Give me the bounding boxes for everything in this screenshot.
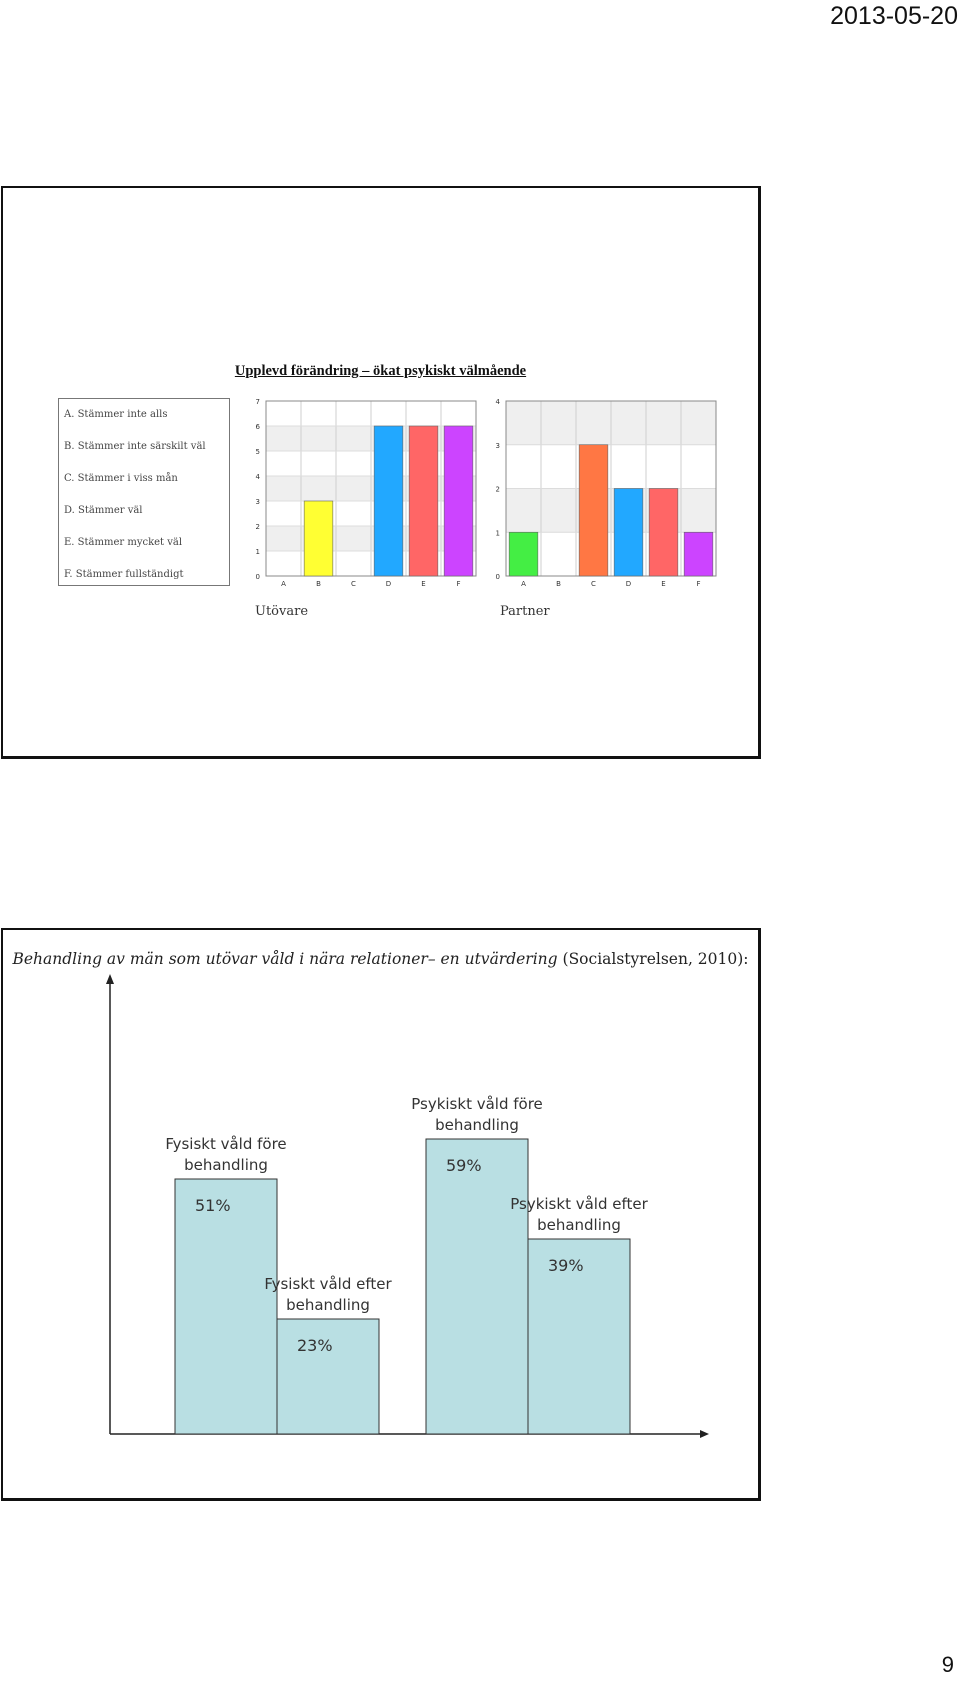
legend-item-b: B. Stämmer inte särskilt väl [64,441,206,452]
x-tick-label: A [521,580,526,588]
x-tick-label: E [661,580,666,588]
bar-a [509,532,538,576]
report-title: Behandling av män som utövar våld i nära relationer– en utvärdering [12,950,558,968]
bar-b [304,501,333,576]
chart-partner [483,393,723,593]
y-tick-label: 1 [495,529,500,538]
slide-2 [1,928,761,1501]
y-tick-label: 2 [255,523,260,531]
header-date: 2013-05-20 [830,2,958,30]
x-tick-label: E [421,580,426,588]
bar-e [409,426,438,576]
legend-item-a: A. Stämmer inte alls [64,409,168,420]
slide-1 [1,186,761,759]
category-label: Psykiskt våld före [411,1095,543,1113]
legend [58,398,230,586]
value-label: 59% [446,1156,482,1175]
x-tick-label: A [281,580,286,588]
bar-f [684,532,713,576]
y-tick-label: 0 [255,573,260,581]
y-tick-label: 3 [255,498,260,506]
y-axis-arrow [106,974,114,984]
category-label: behandling [537,1216,621,1234]
category-label: Fysiskt våld efter [264,1275,392,1293]
x-tick-label: C [591,580,596,588]
y-tick-label: 0 [495,573,500,581]
category-label: behandling [286,1296,370,1314]
bar-3 [426,1139,528,1434]
chart-partner-xlabel: Partner [500,604,550,619]
bar-f [444,426,473,576]
chart-vald [3,930,758,1495]
y-tick-label: 4 [255,473,260,481]
value-label: 51% [195,1196,231,1215]
x-tick-label: F [696,580,701,588]
category-label: behandling [435,1116,519,1134]
value-label: 39% [548,1256,584,1275]
chart-utovare-xlabel: Utövare [255,604,309,619]
category-label: Fysiskt våld före [165,1135,287,1153]
bar-d [614,489,643,577]
x-tick-label: B [316,580,321,588]
bar-d [374,426,403,576]
x-axis-arrow [700,1430,709,1438]
x-tick-label: B [556,580,561,588]
x-tick-label: D [385,580,392,588]
page-number: 9 [941,1652,954,1677]
bar-1 [175,1179,277,1434]
y-tick-label: 4 [495,398,500,406]
y-tick-label: 3 [495,441,500,450]
chart-utovare [243,393,483,593]
category-label: Psykiskt våld efter [510,1195,648,1213]
y-tick-label: 2 [495,485,500,494]
report-source: (Socialstyrelsen, 2010): [557,950,749,968]
legend-item-f: F. Stämmer fullständigt [64,569,184,580]
x-tick-label: C [351,580,356,588]
bar-c [579,445,608,576]
bar-e [649,489,678,577]
slide-1-title: Upplevd förändring – ökat psykiskt välmående [234,363,527,379]
y-tick-label: 7 [255,398,260,406]
y-tick-label: 5 [255,448,260,456]
value-label: 23% [297,1336,333,1355]
x-tick-label: D [625,580,632,588]
legend-item-c: C. Stämmer i viss mån [64,473,178,484]
legend-item-e: E. Stämmer mycket väl [64,537,183,548]
y-tick-label: 6 [255,423,260,431]
x-tick-label: F [456,580,461,588]
y-tick-label: 1 [255,548,260,556]
legend-item-d: D. Stämmer väl [64,505,143,516]
category-label: behandling [184,1156,268,1174]
